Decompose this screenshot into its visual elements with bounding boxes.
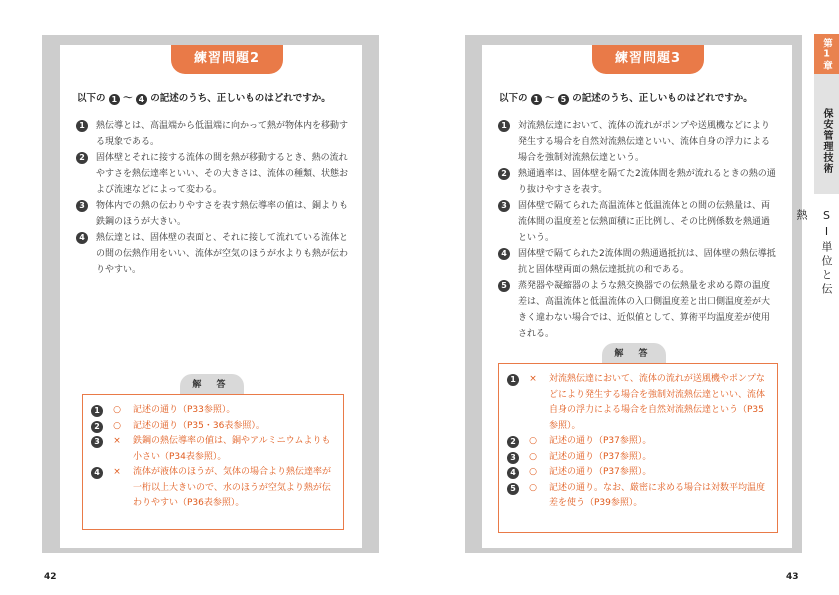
- section-tab: 保安管理技術: [814, 74, 839, 194]
- answer-item: 5 ○ 記述の通り。なお、厳密に求める場合は対数平均温度差を使う（P39参照）。: [507, 481, 771, 512]
- page-number-left: 42: [44, 572, 57, 582]
- answer-box: [498, 363, 778, 533]
- question-range-end: 5: [558, 94, 569, 105]
- answer-item: 3 × 鉄鋼の熱伝導率の値は、銅やアルミニウムよりも小さい（P34表参照）。: [91, 434, 337, 465]
- answer-item: 1 ○ 記述の通り（P33参照）。: [91, 403, 337, 419]
- answer-item: 4 ○ 記述の通り（P37参照）。: [507, 465, 771, 481]
- answer-box: [82, 394, 344, 530]
- answer-item: 3 ○ 記述の通り（P37参照）。: [507, 450, 771, 466]
- statement-item: 2 固体壁とそれに接する流体の間を熱が移動するとき、熱の流れやすさを熱伝達率といい、その大きさは、流体の種類、状態および流速などによって変わる。: [76, 150, 348, 198]
- statement-item: 1 対流熱伝達において、流体の流れがポンプや送風機などにより発生する場合を自然対流熱伝達といい、流体自身の浮力による場合を強制対流熱伝達という。: [498, 118, 776, 166]
- answer-item: 2 ○ 記述の通り（P37参照）。: [507, 434, 771, 450]
- page-number-right: 43: [786, 572, 799, 582]
- right-exercise-card: [482, 45, 792, 548]
- question-range-end: 4: [136, 94, 147, 105]
- answer-item: 2 ○ 記述の通り（P35・36表参照）。: [91, 419, 337, 435]
- answer-list: [507, 372, 771, 512]
- chapter-tab: 第1章: [814, 34, 839, 74]
- statement-list: [76, 118, 348, 278]
- statement-item: 5 蒸発器や凝縮器のような熱交換器での伝熱量を求める際の温度差は、高温流体と低温流体の入口側温度差と出口側温度差が大きく違わない場合では、近似値として、算術平均温度差が使用される。: [498, 278, 776, 342]
- exercise-title: 練習問題2: [171, 45, 283, 74]
- question-text: 以下の 1 〜 4 の記述のうち、正しいものはどれですか。: [77, 93, 331, 104]
- statement-item: 4 固体壁で隔てられた2流体間の熱通過抵抗は、固体壁の熱伝導抵抗と固体壁両面の熱伝達抵抗の和である。: [498, 246, 776, 278]
- question-text: 以下の 1 〜 5 の記述のうち、正しいものはどれですか。: [499, 93, 753, 104]
- left-exercise-card: [60, 45, 362, 548]
- question-range-start: 1: [531, 94, 542, 105]
- answer-item: 4 × 流体が液体のほうが、気体の場合より熱伝達率が一桁以上大きいので、水のほうが空気より熱が伝わりやすい（P36表参照）。: [91, 465, 337, 512]
- statement-item: 3 固体壁で隔てられた高温流体と低温流体との間の伝熱量は、両流体間の温度差と伝熱面積に正比例し、その比例係数を熱通過という。: [498, 198, 776, 246]
- statement-item: 4 熱伝達とは、固体壁の表面と、それに接して流れている流体との間の伝熱作用をいい、流体が空気のほうが水よりも熱が伝わりやすい。: [76, 230, 348, 278]
- statement-item: 1 熱伝導とは、高温端から低温端に向かって熱が物体内を移動する現象である。: [76, 118, 348, 150]
- answer-label: 解 答: [180, 374, 244, 394]
- topic-tab: SI単位と伝熱: [814, 209, 839, 299]
- statement-list: [498, 118, 776, 342]
- statement-item: 3 物体内での熱の伝わりやすさを表す熱伝導率の値は、銅よりも鉄鋼のほうが大きい。: [76, 198, 348, 230]
- exercise-title: 練習問題3: [592, 45, 704, 74]
- question-range-start: 1: [109, 94, 120, 105]
- answer-list: [91, 403, 337, 512]
- answer-label: 解 答: [602, 343, 666, 363]
- statement-item: 2 熱通過率は、固体壁を隔てた2流体間を熱が流れるときの熱の通り抜けやすさを表す。: [498, 166, 776, 198]
- answer-item: 1 × 対流熱伝達において、流体の流れが送風機やポンプなどにより発生する場合を強制対流熱伝達といい、流体自身の浮力による場合を自然対流熱伝達という（P35参照）。: [507, 372, 771, 434]
